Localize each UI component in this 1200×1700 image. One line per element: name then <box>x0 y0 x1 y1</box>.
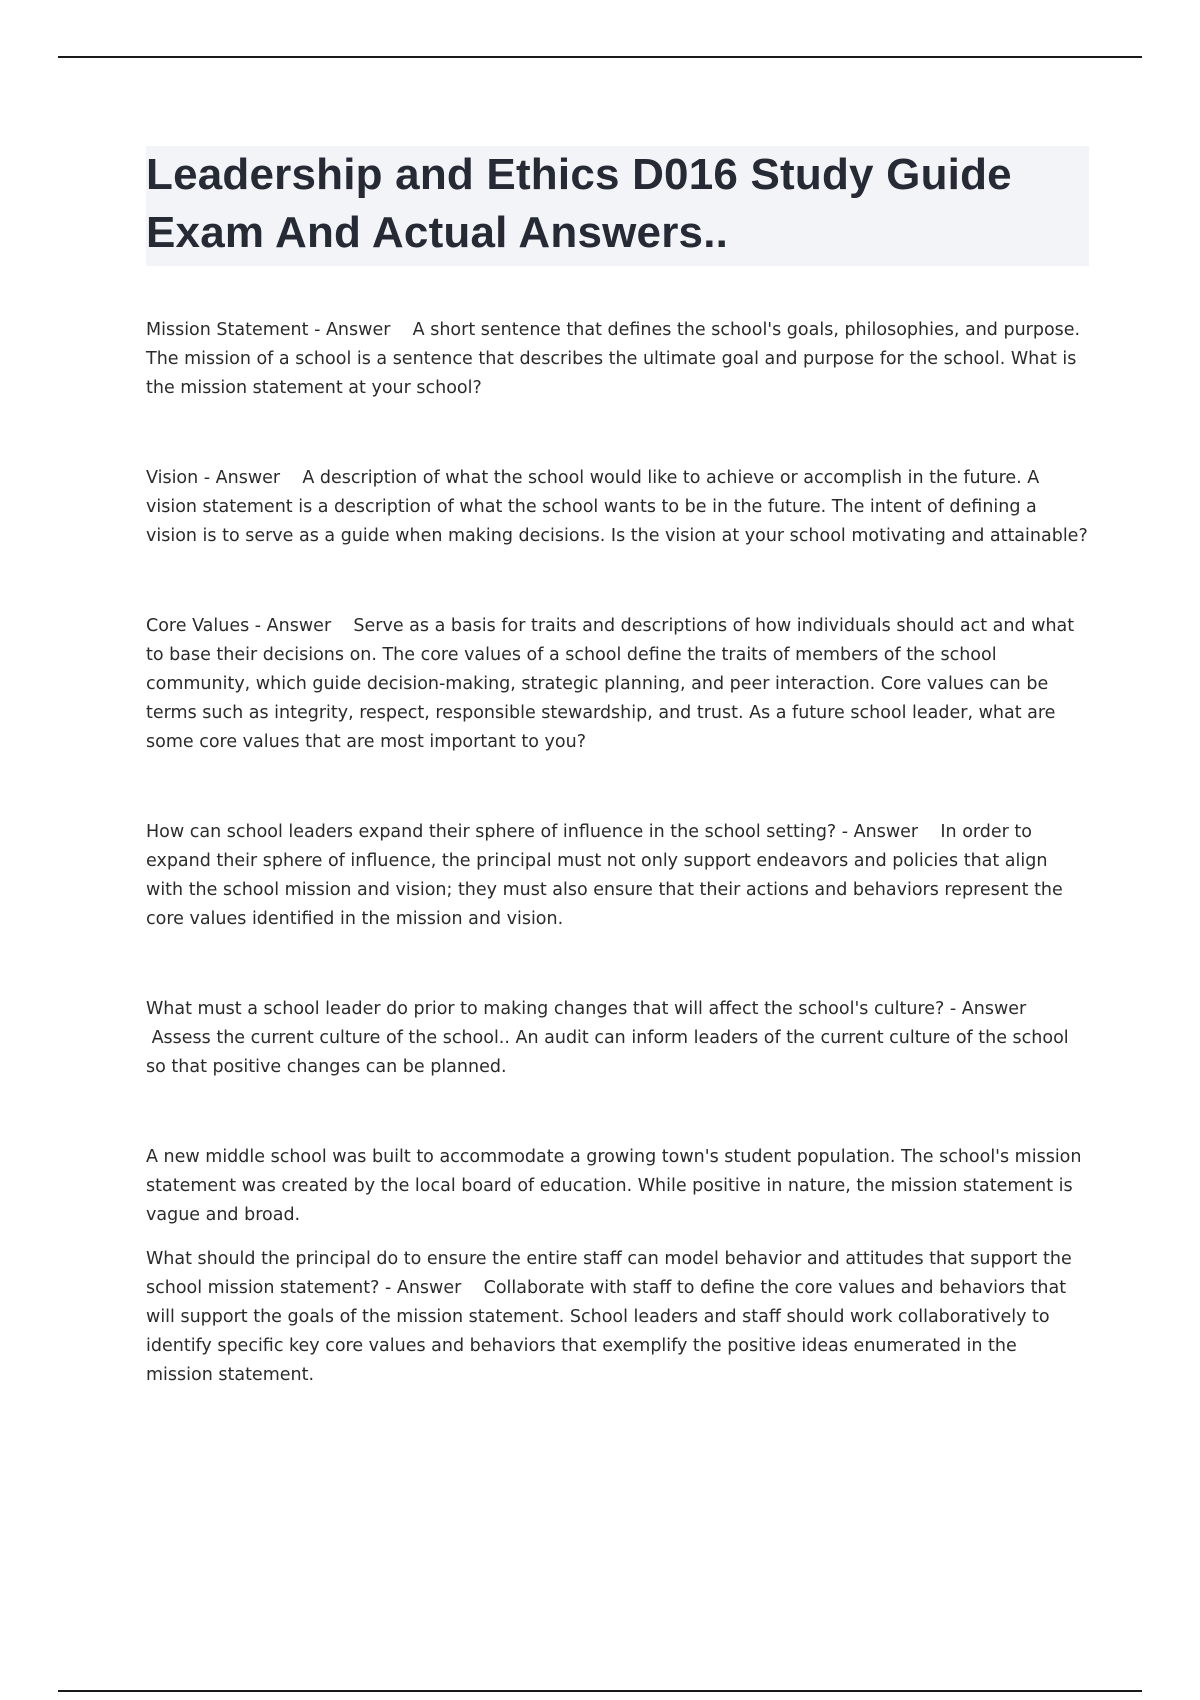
spacer <box>146 403 1089 464</box>
answer-text: Assess the current culture of the school.. An audit can inform leaders of the current culture of the school so that positive changes can be planned. <box>146 1028 1069 1077</box>
scenario-context: A new middle school was built to accommodate a growing town's student population. The school's mission statement was created by the local board of education. While positive in nature, the mission statement is vague and broad. <box>146 1147 1082 1225</box>
bottom-rule <box>58 1690 1142 1692</box>
top-rule <box>58 56 1142 58</box>
qa-entry-sphere-of-influence <box>146 818 1089 934</box>
document-title: Leadership and Ethics D016 Study Guide Exam And Actual Answers.. <box>146 150 1012 257</box>
question-text: Vision - Answer <box>146 468 281 488</box>
spacer <box>146 934 1089 995</box>
title-block <box>146 146 1089 266</box>
answer-text: A short sentence that defines the school's goals, philosophies, and purpose. The mission of a school is a sentence that describes the ultimate goal and purpose for the school. What is the mission statement at your school? <box>146 320 1081 398</box>
qa-entry-culture-change <box>146 995 1089 1082</box>
answer-text: Collaborate with staff to define the core values and behaviors that will support the goals of the mission statement. School leaders and staff should work collaboratively to identify specific key core values and behaviors that exemplify the positive ideas enumerated in the mission statement. <box>146 1278 1067 1385</box>
qa-list <box>146 316 1089 1390</box>
answer-text: Serve as a basis for traits and descriptions of how individuals should act and what to base their decisions on. The core values of a school define the traits of members of the school community, which guide decision-making, strategic planning, and peer interaction. Core values can be terms such as integrity, respect, responsible stewardship, and trust. As a future school leader, what are some core values that are most important to you? <box>146 616 1075 752</box>
answer-text: In order to expand their sphere of influence, the principal must not only support endeavors and policies that align with the school mission and vision; they must also ensure that their actions and behaviors represent the core values identified in the mission and vision. <box>146 822 1063 929</box>
qa-entry-vision <box>146 464 1089 551</box>
spacer <box>146 551 1089 612</box>
question-text: How can school leaders expand their sphere of influence in the school setting? - Answer <box>146 822 919 842</box>
answer-text: A description of what the school would like to achieve or accomplish in the future. A vision statement is a description of what the school wants to be in the future. The intent of defining a vision is to serve as a guide when making decisions. Is the vision at your school motivating and attainable? <box>146 468 1088 546</box>
qa-entry-mission <box>146 316 1089 403</box>
question-text: Core Values - Answer <box>146 616 332 636</box>
question-text: What must a school leader do prior to making changes that will affect the school's culture? - Answer <box>146 999 1027 1019</box>
qa-entry-scenario <box>146 1245 1089 1390</box>
question-text: What should the principal do to ensure the entire staff can model behavior and attitudes that support the school mission statement? - Answer <box>146 1249 1072 1298</box>
spacer <box>146 1230 1089 1245</box>
question-text: Mission Statement - Answer <box>146 320 391 340</box>
qa-entry-core-values <box>146 612 1089 757</box>
document-body <box>146 146 1089 1390</box>
spacer <box>146 757 1089 818</box>
spacer <box>146 1082 1089 1143</box>
